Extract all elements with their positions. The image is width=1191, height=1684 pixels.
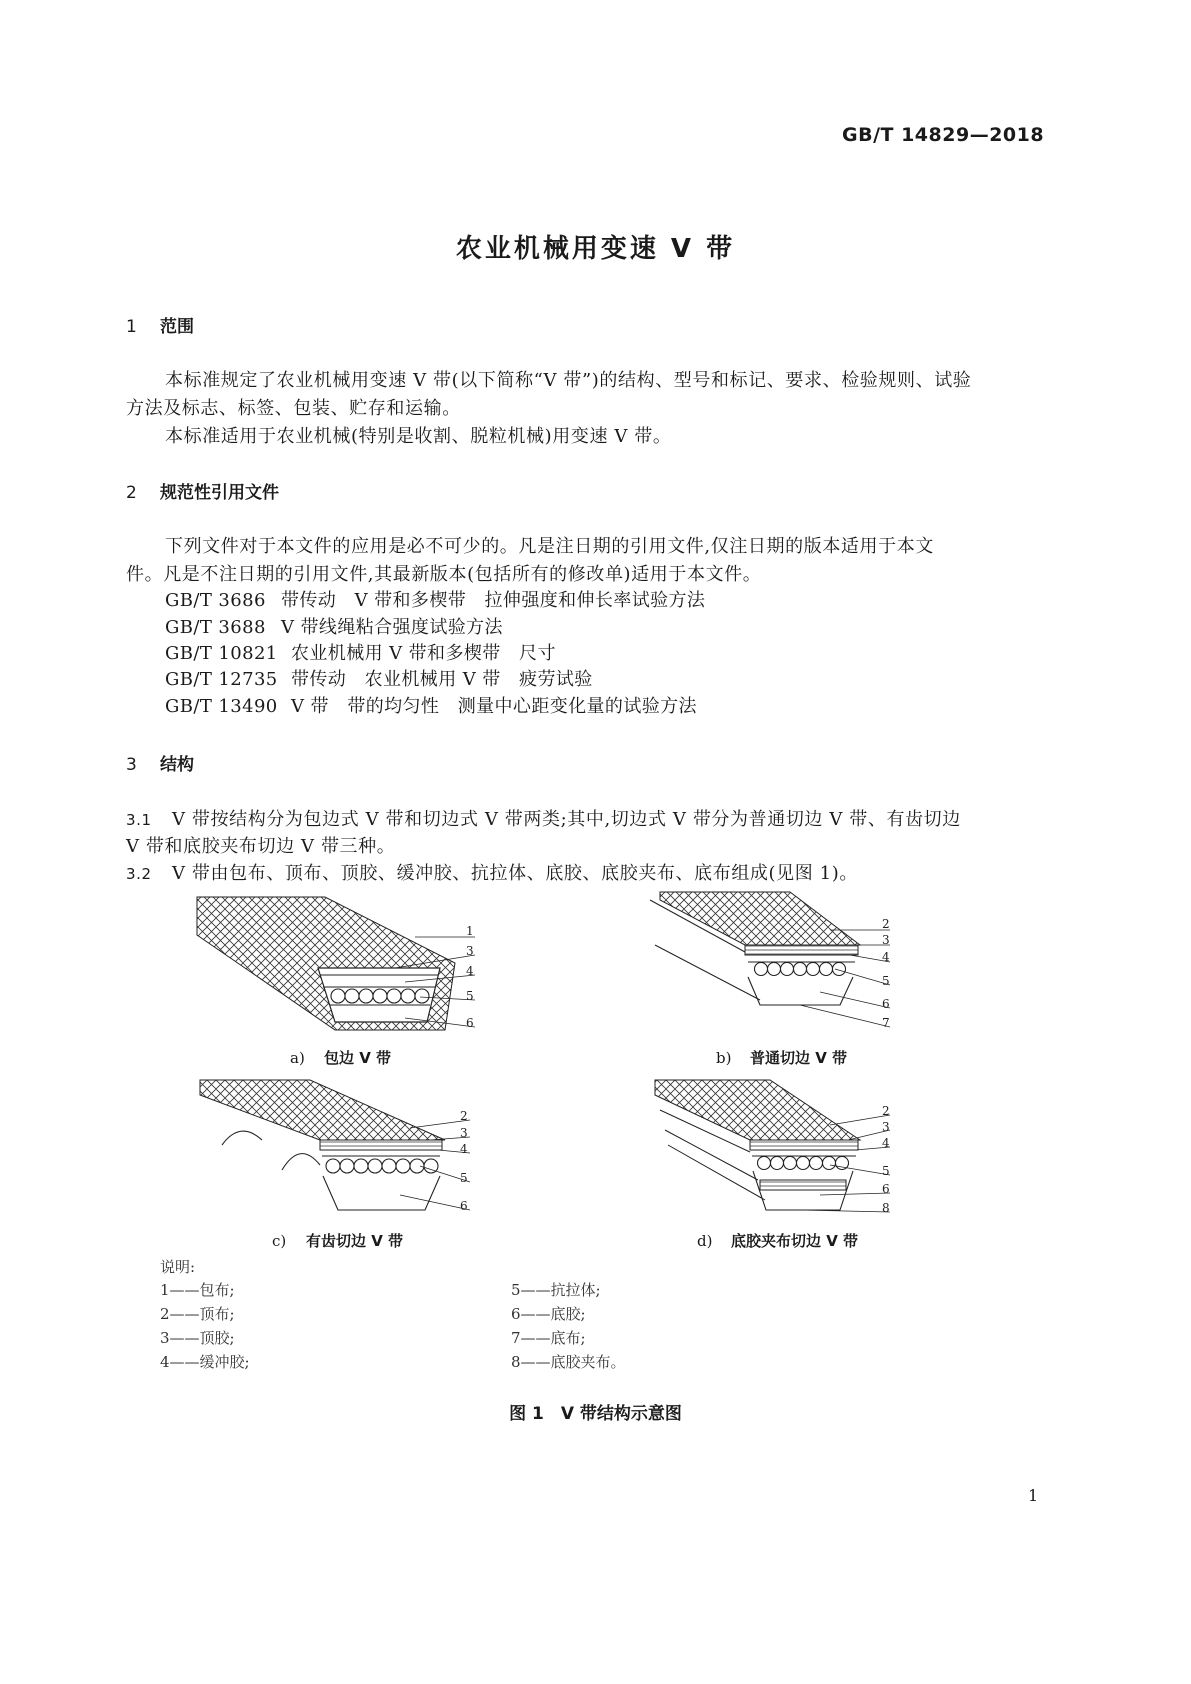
subfigure-caption-text: 有齿切边 V 带 xyxy=(306,1232,404,1250)
legend-item: 7——底布; xyxy=(511,1329,586,1347)
paragraph-line: 件。凡是不注日期的引用文件,其最新版本(包括所有的修改单)适用于本文件。 xyxy=(126,564,762,585)
callout-label: 4 xyxy=(466,964,474,978)
callout-label: 4 xyxy=(460,1142,468,1156)
reference-title: 农业机械用 V 带和多楔带 尺寸 xyxy=(291,643,556,664)
legend-item: 3——顶胶; xyxy=(160,1329,235,1347)
legend-title: 说明: xyxy=(160,1258,196,1276)
legend-item: 1——包布; xyxy=(160,1281,235,1299)
callout-label: 6 xyxy=(882,1182,890,1196)
callout-label: 2 xyxy=(882,1104,890,1118)
reference-code: GB/T 3688 xyxy=(165,617,266,638)
callout-label: 6 xyxy=(460,1199,468,1213)
callout-label: 2 xyxy=(460,1109,468,1123)
subfigure-caption-text: 底胶夹布切边 V 带 xyxy=(731,1232,859,1250)
legend-item: 4——缓冲胶; xyxy=(160,1353,250,1371)
section-title: 范围 xyxy=(160,317,194,337)
callout-label: 3 xyxy=(882,933,890,947)
standard-number: GB/T 14829—2018 xyxy=(842,124,1045,146)
paragraph-line: 本标准规定了农业机械用变速 V 带(以下简称“V 带”)的结构、型号和标记、要求、检验规则、试验 xyxy=(165,370,972,391)
reference-code: GB/T 3686 xyxy=(165,590,266,611)
callout-label: 5 xyxy=(882,974,890,988)
callout-label: 5 xyxy=(882,1164,890,1178)
subfigure-c-drawing xyxy=(200,1080,470,1213)
clause-line: V 带由包布、顶布、顶胶、缓冲胶、抗拉体、底胶、底胶夹布、底布组成(见图 1)。 xyxy=(172,863,858,884)
reference-title: 带传动 农业机械用 V 带 疲劳试验 xyxy=(291,669,593,690)
paragraph-line: 方法及标志、标签、包装、贮存和运输。 xyxy=(126,398,461,419)
subfigure-a-caption xyxy=(290,1047,391,1068)
reference-title: V 带线绳粘合强度试验方法 xyxy=(281,617,503,638)
callout-label: 3 xyxy=(882,1120,890,1134)
document-title: 农业机械用变速 V 带 xyxy=(455,234,736,264)
subfigure-d-drawing xyxy=(655,1080,890,1215)
subfigure-a-drawing xyxy=(197,897,475,1030)
subfigure-letter: d) xyxy=(697,1232,713,1250)
subfigure-caption-text: 包边 V 带 xyxy=(324,1049,392,1067)
subfigure-c-caption xyxy=(272,1230,403,1251)
paragraph-line: 本标准适用于农业机械(特别是收割、脱粒机械)用变速 V 带。 xyxy=(165,426,672,447)
subfigure-d-caption xyxy=(697,1230,858,1251)
clause-line: V 带按结构分为包边式 V 带和切边式 V 带两类;其中,切边式 V 带分为普通切边 V 带、有齿切边 xyxy=(172,809,961,830)
reference-code: GB/T 10821 xyxy=(165,643,278,664)
callout-label: 3 xyxy=(460,1126,468,1140)
callout-label: 5 xyxy=(460,1171,468,1185)
subfigure-letter: c) xyxy=(272,1232,287,1250)
clause-line: V 带和底胶夹布切边 V 带三种。 xyxy=(126,836,396,857)
callout-label: 8 xyxy=(882,1201,890,1215)
subfigure-caption-text: 普通切边 V 带 xyxy=(750,1049,848,1067)
section-title: 规范性引用文件 xyxy=(160,483,279,503)
reference-title: 带传动 V 带和多楔带 拉伸强度和伸长率试验方法 xyxy=(281,590,706,611)
callout-label: 1 xyxy=(466,924,474,938)
figure-title: 图 1 V 带结构示意图 xyxy=(509,1404,682,1424)
clause-number: 3.1 xyxy=(126,811,152,829)
callout-label: 2 xyxy=(882,917,890,931)
callout-label: 6 xyxy=(882,997,890,1011)
subfigure-b-caption xyxy=(716,1047,847,1068)
callout-label: 5 xyxy=(466,989,474,1003)
reference-title: V 带 带的均匀性 测量中心距变化量的试验方法 xyxy=(291,696,697,717)
reference-code: GB/T 13490 xyxy=(165,696,278,717)
callout-label: 4 xyxy=(882,1136,890,1150)
callout-label: 7 xyxy=(882,1016,890,1030)
legend-item: 8——底胶夹布。 xyxy=(511,1353,626,1371)
section-number: 1 xyxy=(126,317,137,337)
reference-code: GB/T 12735 xyxy=(165,669,278,690)
section-number: 2 xyxy=(126,483,137,503)
callout-label: 6 xyxy=(466,1016,474,1030)
callout-label: 4 xyxy=(882,950,890,964)
section-title: 结构 xyxy=(160,755,194,775)
paragraph-line: 下列文件对于本文件的应用是必不可少的。凡是注日期的引用文件,仅注日期的版本适用于本文 xyxy=(165,536,934,557)
legend-item: 2——顶布; xyxy=(160,1305,235,1323)
section-number: 3 xyxy=(126,755,137,775)
page-number: 1 xyxy=(1028,1486,1039,1505)
subfigure-letter: a) xyxy=(290,1049,305,1067)
clause-number: 3.2 xyxy=(126,865,152,883)
subfigure-b-drawing xyxy=(650,892,890,1030)
legend-item: 5——抗拉体; xyxy=(511,1281,601,1299)
callout-label: 3 xyxy=(466,944,474,958)
subfigure-letter: b) xyxy=(716,1049,732,1067)
legend-item: 6——底胶; xyxy=(511,1305,586,1323)
